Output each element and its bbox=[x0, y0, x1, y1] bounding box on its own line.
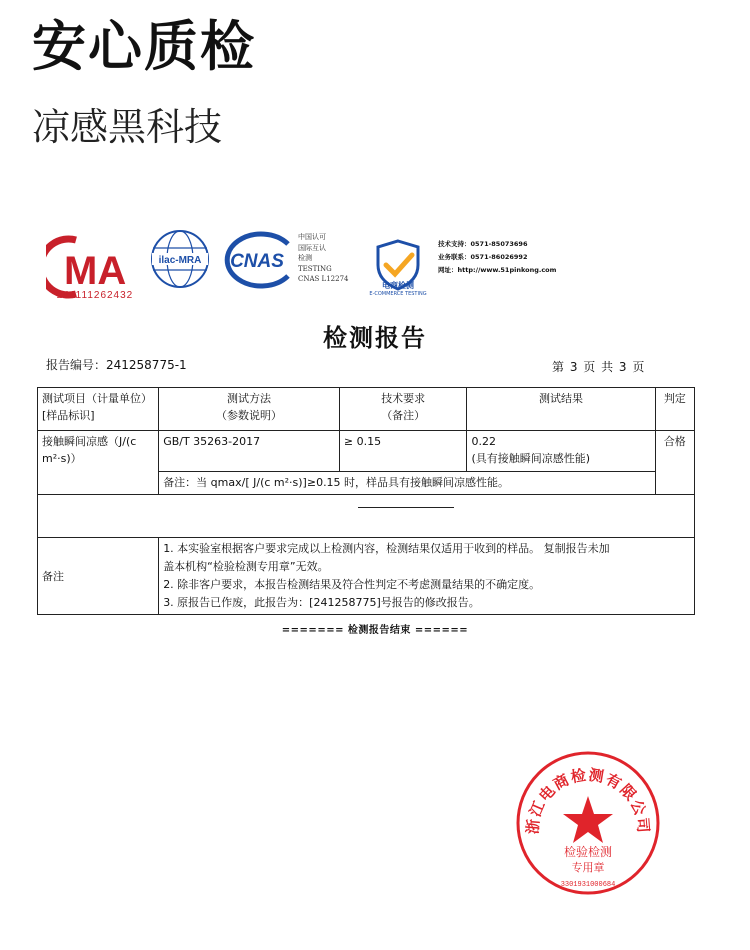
cell-requirement: ≥ 0.15 bbox=[339, 431, 467, 472]
cnas-logo-text: CNAS bbox=[230, 251, 284, 272]
cma-logo-text: MA bbox=[64, 249, 127, 293]
contact-info bbox=[438, 238, 556, 277]
official-seal bbox=[513, 748, 663, 898]
seal-arc-text: 浙江电商检测有限公司 bbox=[523, 765, 653, 835]
remark-list bbox=[159, 538, 695, 615]
star-icon bbox=[563, 796, 613, 843]
header-result: 测试结果 bbox=[467, 388, 655, 431]
contact-business: 业务联系：0571-86026992 bbox=[438, 253, 528, 261]
ilac-mra-logo bbox=[150, 228, 210, 290]
remark-item: 盖本机构“检验检测专用章”无效。 bbox=[163, 560, 329, 573]
report-number: 报告编号：241258775-1 bbox=[46, 358, 187, 372]
contact-support: 技术支持：0571-85073696 bbox=[438, 240, 528, 248]
cell-result: 0.22 (具有接触瞬间凉感性能) bbox=[467, 431, 655, 472]
divider-line bbox=[358, 507, 454, 508]
seal-center-line2: 专用章 bbox=[571, 861, 605, 874]
cma-number: 241111262432 bbox=[56, 290, 134, 301]
header-verdict: 判定 bbox=[655, 388, 694, 431]
certification-logos bbox=[46, 224, 706, 306]
remark-label: 备注 bbox=[38, 538, 159, 615]
ecommerce-testing-en: E-COMMERCE TESTING bbox=[369, 291, 427, 297]
table-empty-row bbox=[38, 495, 695, 538]
remark-item: 2. 除非客户要求，本报告检测结果及符合性判定不考虑测量结果的不确定度。 bbox=[163, 578, 541, 591]
header-test-method: 测试方法 （参数说明） bbox=[159, 388, 340, 431]
remark-item: 1. 本实验室根据客户要求完成以上检测内容，检测结果仅适用于收到的样品。 复制报告未加 bbox=[163, 542, 610, 555]
report-end-marker: ======= 检测报告结束 ====== bbox=[281, 625, 469, 636]
header-requirement: 技术要求 （备注） bbox=[339, 388, 467, 431]
table-remark-row bbox=[38, 538, 695, 615]
remark-item: 3. 原报告已作废，此报告为：[241258775]号报告的修改报告。 bbox=[163, 596, 480, 609]
table-row bbox=[38, 431, 695, 472]
seal-number: 3301931000684 bbox=[560, 881, 616, 889]
seal-center-line1: 检验检测 bbox=[563, 845, 613, 859]
ilac-mra-text: ilac-MRA bbox=[158, 255, 202, 266]
ecommerce-testing-name: 电商检测 bbox=[382, 281, 414, 290]
cell-note: 备注：当 qmax/[ J/(c m²·s)]≥0.15 时，样品具有接触瞬间凉感性能。 bbox=[159, 472, 655, 495]
cell-test-item: 接触瞬间凉感（J/(c m²·s)） bbox=[38, 431, 159, 495]
hero-subtitle: 凉感黑科技 bbox=[32, 105, 223, 149]
hero-title: 安心质检 bbox=[32, 15, 256, 78]
table-header-row bbox=[38, 388, 695, 431]
cell-empty bbox=[38, 495, 695, 538]
contact-website: 网址：http://www.51pinkong.com bbox=[438, 266, 557, 274]
header-test-item: 测试项目（计量单位） [样品标识] bbox=[38, 388, 159, 431]
report-title: 检测报告 bbox=[323, 323, 427, 352]
cell-verdict: 合格 bbox=[655, 431, 694, 495]
cell-method: GB/T 35263-2017 bbox=[159, 431, 340, 472]
cnas-logo bbox=[218, 230, 296, 290]
test-report-table bbox=[37, 387, 695, 615]
page-info: 第 3 页 共 3 页 bbox=[552, 360, 646, 374]
cnas-accreditation-text: 中国认可 国际互认 检测 TESTING CNAS L12274 bbox=[298, 233, 349, 283]
